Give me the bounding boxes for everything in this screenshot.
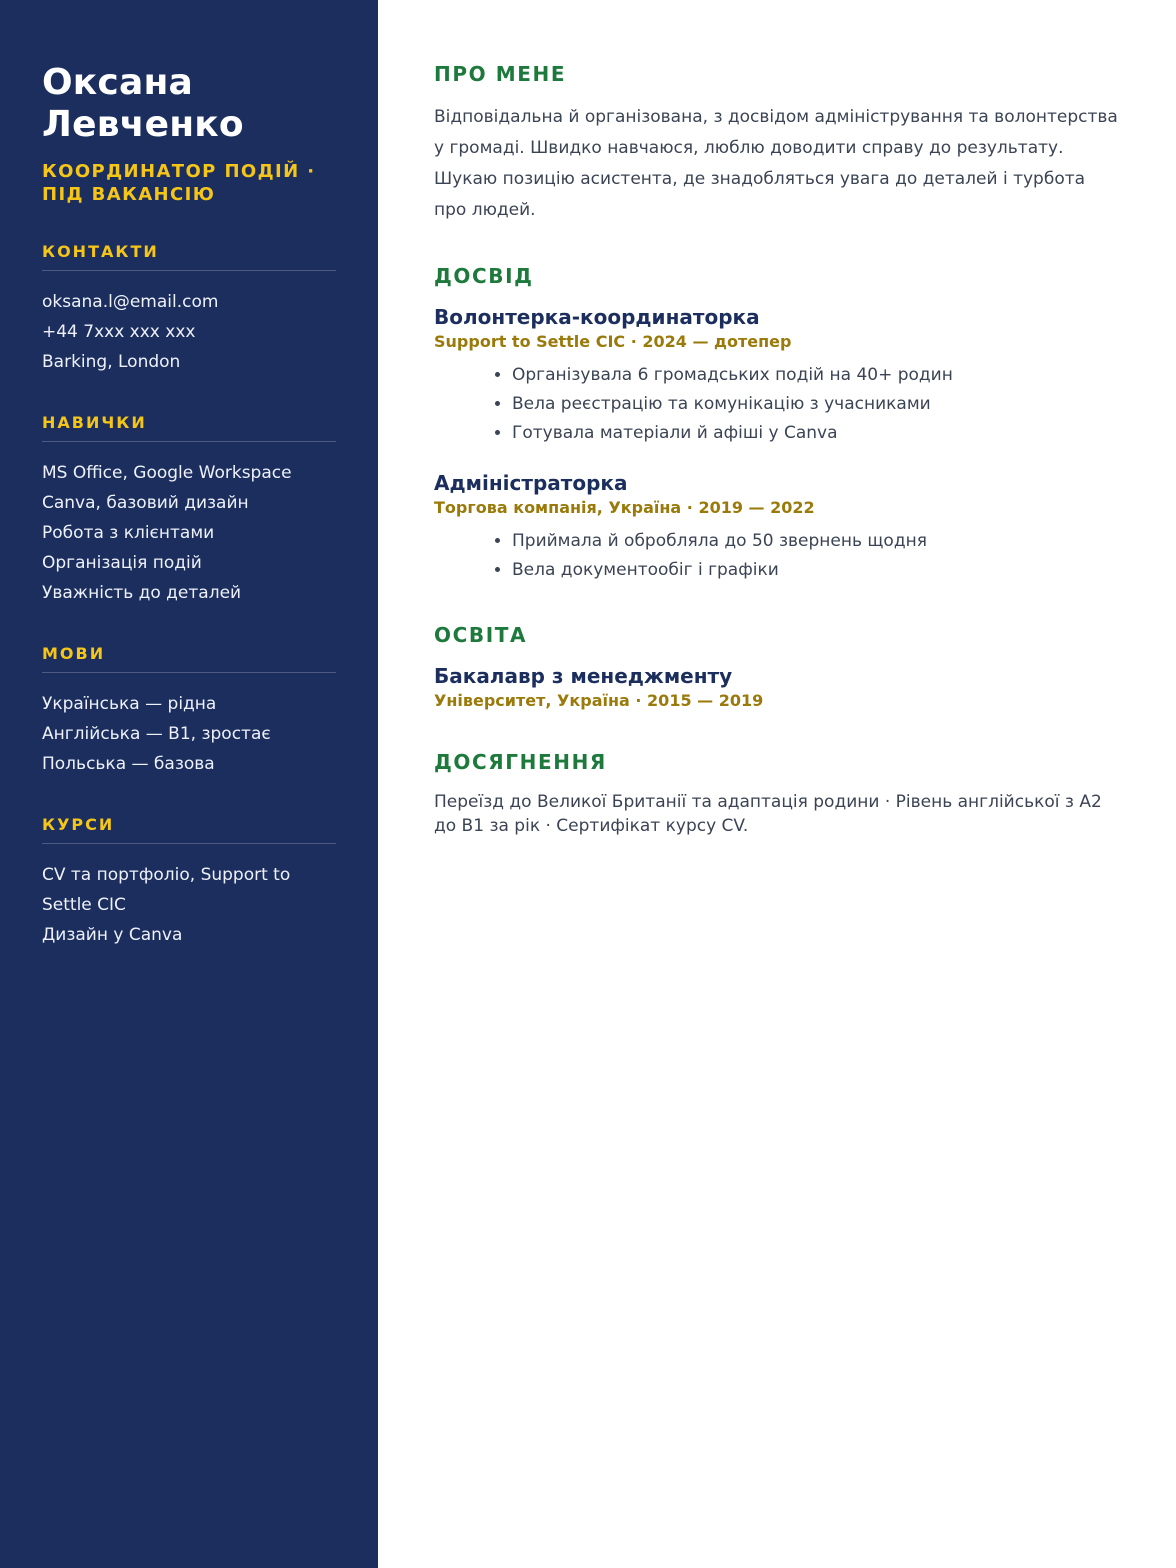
name-last: Левченко <box>42 104 244 145</box>
languages-list <box>42 689 336 779</box>
courses-heading: КУРСИ <box>42 815 336 844</box>
education-section <box>434 621 1120 712</box>
languages-heading: МОВИ <box>42 644 336 673</box>
job-bullet: • Приймала й обробляла до 50 звернень щодня <box>512 527 1120 556</box>
education-meta: Університет, Україна · 2015 — 2019 <box>434 691 764 710</box>
language-item: Англійська — B1, зростає <box>42 724 271 744</box>
experience-section <box>434 262 1120 585</box>
about-heading: ПРО МЕНЕ <box>434 62 567 86</box>
education-heading: ОСВІТА <box>434 623 528 647</box>
skills-heading: НАВИЧКИ <box>42 413 336 442</box>
sidebar <box>0 0 378 1568</box>
skill-item: MS Office, Google Workspace <box>42 463 292 483</box>
languages-section <box>42 644 336 779</box>
courses-section <box>42 815 336 950</box>
contacts-heading: КОНТАКТИ <box>42 242 336 271</box>
course-item: Дизайн у Canva <box>42 925 183 945</box>
skill-item: Організація подій <box>42 553 202 573</box>
contact-email: oksana.l@email.com <box>42 292 219 312</box>
job-bullet: • Вела документообіг і графіки <box>512 556 1120 585</box>
skills-section <box>42 413 336 608</box>
role-title: КООРДИНАТОР ПОДІЙ · ПІД ВАКАНСІЮ <box>42 161 316 205</box>
achievements-text: Переїзд до Великої Британії та адаптація родини · Рівень англійської з A2 до B1 за рік · Сертифікат курсу CV. <box>434 792 1102 836</box>
job-title: Адміністраторка <box>434 471 628 495</box>
skill-item: Робота з клієнтами <box>42 523 215 543</box>
job-bullet: • Готувала матеріали й афіші у Canva <box>512 419 1120 448</box>
job-bullets <box>434 527 1120 585</box>
job-meta: Торгова компанія, Україна · 2019 — 2022 <box>434 498 815 517</box>
skill-item: Уважність до деталей <box>42 583 242 603</box>
job-entry <box>434 304 1120 448</box>
job-title: Волонтерка-координаторка <box>434 305 760 329</box>
job-bullets <box>434 361 1120 448</box>
experience-heading: ДОСВІД <box>434 264 534 288</box>
achievements-heading: ДОСЯГНЕННЯ <box>434 750 607 774</box>
contacts-section <box>42 242 336 377</box>
job-entry <box>434 470 1120 585</box>
skill-item: Canva, базовий дизайн <box>42 493 249 513</box>
about-section <box>434 60 1120 226</box>
course-item: CV та портфоліо, Support to Settle CIC <box>42 865 291 915</box>
language-item: Польська — базова <box>42 754 215 774</box>
job-bullet: • Організувала 6 громадських подій на 40+ родин <box>512 361 1120 390</box>
job-meta: Support to Settle CIC · 2024 — дотепер <box>434 332 792 351</box>
skills-list <box>42 458 336 608</box>
person-name <box>42 62 336 146</box>
contact-location: Barking, London <box>42 352 181 372</box>
degree-title: Бакалавр з менеджменту <box>434 664 733 688</box>
job-bullet: • Вела реєстрацію та комунікацію з учасниками <box>512 390 1120 419</box>
about-text: Відповідальна й організована, з досвідом адміністрування та волонтерства у громаді. Швидко навчаюся, люблю доводити справу до результату. Шукаю позицію асистента, де знадобляться увага до деталей і турбота про людей. <box>434 107 1118 220</box>
name-first: Оксана <box>42 62 194 103</box>
language-item: Українська — рідна <box>42 694 217 714</box>
courses-list <box>42 860 336 950</box>
contact-phone: +44 7xxx xxx xxx <box>42 322 196 342</box>
achievements-section <box>434 748 1120 838</box>
main-content <box>378 0 1176 1568</box>
contacts-list <box>42 287 336 377</box>
